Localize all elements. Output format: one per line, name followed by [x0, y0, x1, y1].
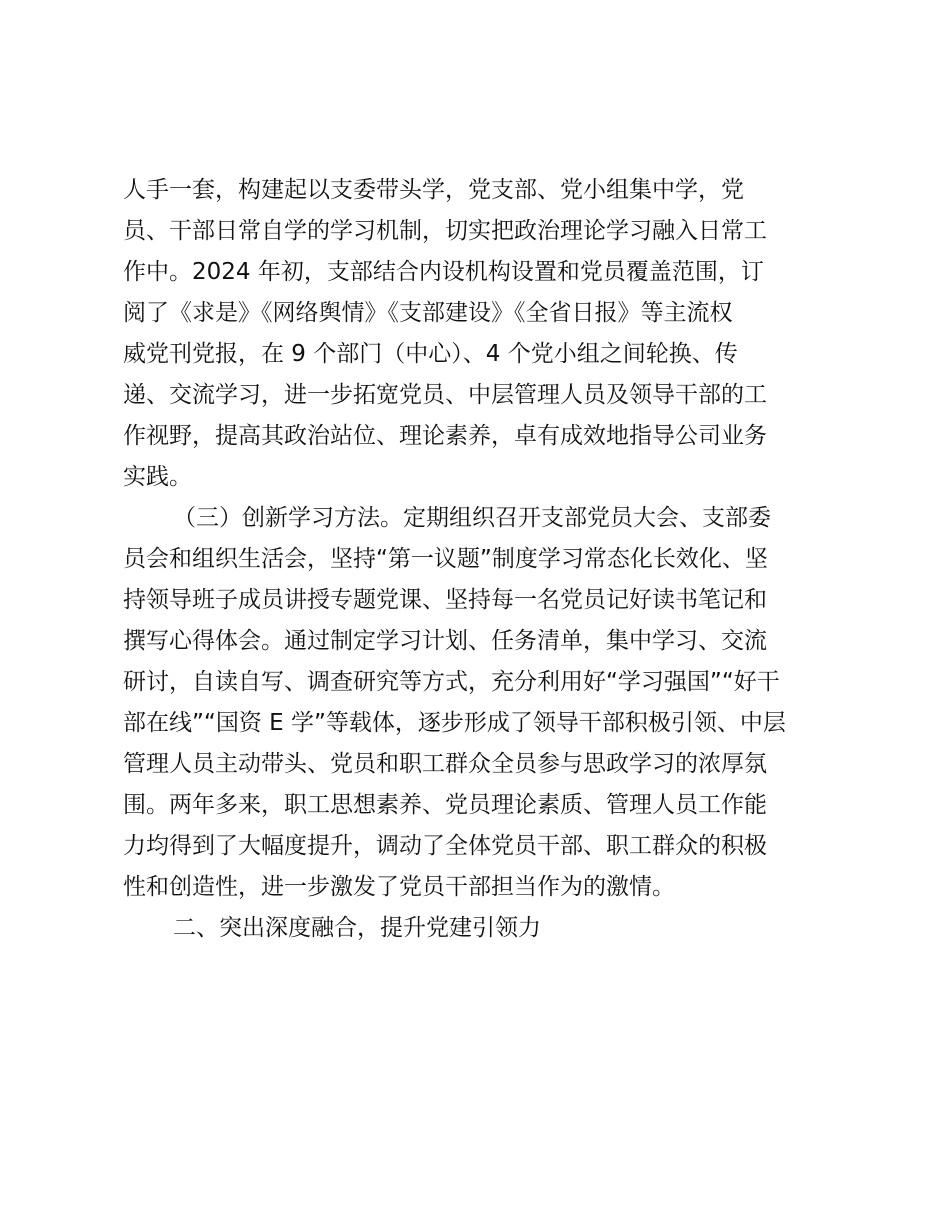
text-line: 员、干部日常自学的学习机制，切实把政治理论学习融入日常工 [123, 218, 767, 244]
section-heading: 二、突出深度融合，提升党建引领力 [173, 915, 541, 941]
text-line: 部在线”“国资 E 学”等载体，逐步形成了领导干部积极引领、中层 [123, 710, 786, 736]
text-line: 实践。 [123, 464, 192, 490]
text-line: 撰写心得体会。通过制定学习计划、任务清单，集中学习、交流 [123, 628, 767, 654]
text-line: 围。两年多来，职工思想素养、党员理论素质、管理人员工作能 [123, 792, 767, 818]
text-line: 阅了《求是》《网络舆情》《支部建设》《全省日报》等主流权 [123, 300, 733, 326]
text-line: 员会和组织生活会，坚持“第一议题”制度学习常态化长效化、坚 [123, 546, 768, 572]
text-line: 性和创造性，进一步激发了党员干部担当作为的激情。 [123, 874, 675, 900]
text-line: 人手一套，构建起以支委带头学，党支部、党小组集中学，党 [123, 177, 744, 203]
text-line: 作视野，提高其政治站位、理论素养，卓有成效地指导公司业务 [123, 423, 767, 449]
text-line: 研讨，自读自写、调查研究等方式，充分利用好“学习强国”“好干 [123, 669, 780, 695]
text-line: 力均得到了大幅度提升，调动了全体党员干部、职工群众的积极 [123, 833, 767, 859]
text-line: 持领导班子成员讲授专题党课、坚持每一名党员记好读书笔记和 [123, 587, 767, 613]
text-line: 管理人员主动带头、党员和职工群众全员参与思政学习的浓厚氛 [123, 751, 767, 777]
text-line: 递、交流学习，进一步拓宽党员、中层管理人员及领导干部的工 [123, 382, 767, 408]
paragraph-study-mechanism [123, 170, 835, 498]
text-line: （三）创新学习方法。定期组织召开支部党员大会、支部委 [173, 505, 771, 531]
text-line: 作中。2024 年初，支部结合内设机构设置和党员覆盖范围，订 [123, 259, 764, 285]
text-line: 威党刊党报，在 9 个部门（中心）、4 个党小组之间轮换、传 [123, 341, 738, 367]
paragraph-innovate-methods [123, 498, 835, 908]
document-body [123, 170, 835, 949]
